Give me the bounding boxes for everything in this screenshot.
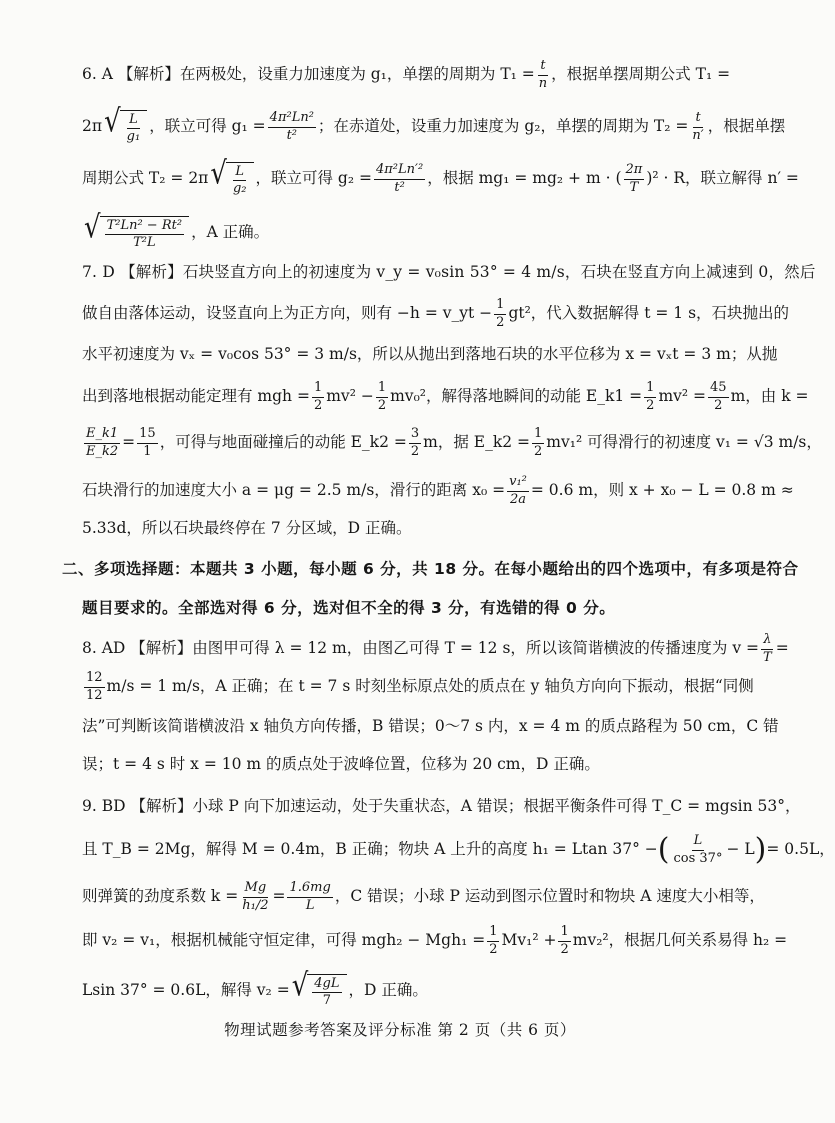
q7-text: 做自由落体运动，设竖直向上为正方向，则有 −h = v_yt −: [82, 304, 493, 323]
q7-text: 7. D 【解析】石块竖直方向上的初速度为 v_y = v₀sin 53° = 4 m/s，石块在竖直方向上减速到 0，然后: [82, 263, 816, 282]
q9-line-5: [82, 968, 760, 1014]
fraction: $\frac{t}{n}$: [538, 58, 548, 91]
q7-text: mv² =: [658, 387, 707, 406]
q9-line-1: [82, 784, 801, 830]
q7-text: 石块滑行的加速度大小 a = μg = 2.5 m/s，滑行的距离 x₀ =: [82, 481, 506, 500]
q9-line-3: [82, 874, 765, 920]
q6-line-2: [82, 103, 786, 150]
q6-text: 2π: [82, 117, 103, 136]
q9-text: 9. BD 【解析】小球 P 向下加速运动，处于失重状态，A 错误；根据平衡条件可得 T_C = mgsin 53°，: [82, 797, 801, 816]
q7-text: mv₀²，解得落地瞬间的动能 E_k1 =: [390, 387, 643, 406]
q9-text: = 0.5L，: [766, 840, 835, 859]
q7-line-2: [82, 291, 790, 337]
fraction: $\frac{1}{2}$: [560, 924, 569, 957]
q9-text: − L: [726, 840, 755, 859]
fraction: $\frac{2\pi}{T}$: [625, 162, 643, 195]
sqrt-expression: √ $\frac{\text{T²Ln² − Rt²}}{\text{T²L}}$: [84, 216, 189, 251]
q7-text: gt²，代入数据解得 t = 1 s，石块抛出的: [508, 304, 790, 323]
fraction: $\frac{45}{2}$: [710, 380, 727, 413]
q6-text: 周期公式 T₂ = 2π: [82, 169, 209, 188]
fraction: $\frac{\lambda}{T}$: [763, 632, 772, 665]
sqrt-expression: √ $\frac{L}{\text{g₁}}$: [104, 110, 147, 145]
q7-text: mv² −: [326, 387, 374, 406]
q8-line-4: [82, 742, 760, 788]
fraction: $\frac{1}{2}$: [377, 380, 387, 413]
q6-text: 6. A 【解析】在两极处，设重力加速度为 g₁，单摆的周期为 T₁ =: [82, 65, 535, 84]
q7-text: m，由 k =: [730, 387, 809, 406]
fraction: $\frac{1}{2}$: [313, 380, 323, 413]
fraction: $\frac{E\_k1}{E\_k2}$: [86, 426, 119, 459]
q7-line-4: [82, 374, 809, 420]
q8-text: 法”可判断该简谐横波沿 x 轴负方向传播，B 错误；0～7 s 内，x = 4 m 的质点路程为 50 cm，C 错: [82, 717, 779, 736]
q9-line-2: 且 T_B = 2Mg，解得 M = 0.4m，B 正确；物块 A 上升的高度 h₁ = Ltan 37° − ( $\frac{L}{\cos 37^\circ}$ − L ) = 0.5L，: [82, 832, 835, 867]
q6-text: ，根据单摆: [707, 117, 786, 136]
fraction: $\frac{1}{2}$: [489, 924, 498, 957]
section-heading: 二、多项选择题：本题共 3 小题，每小题 6 分，共 18 分。在每小题给出的四个选项中，有多项是符合: [62, 560, 799, 579]
q9-text: Mv₁² +: [501, 931, 557, 950]
q9-line-4: [82, 918, 788, 964]
sqrt-expression: √ $\frac{L}{\text{g₂}}$: [210, 162, 253, 197]
q6-text: ，根据 mg₁ = mg₂ + m · (: [427, 169, 622, 188]
q7-text: =: [122, 433, 136, 452]
q7-line-7: [82, 506, 760, 552]
sqrt-expression: √ $\frac{4gL}{7}$: [292, 974, 347, 1009]
q8-text: 误；t = 4 s 时 x = 10 m 的质点处于波峰位置，位移为 20 cm，D 正确。: [82, 755, 600, 774]
q6-line-3: [82, 155, 799, 202]
q6-text: ，A 正确。: [191, 223, 270, 242]
q7-text: ，可得与地面碰撞后的动能 E_k2 =: [159, 433, 407, 452]
q9-text: ，C 错误；小球 P 运动到图示位置时和物块 A 速度大小相等，: [334, 887, 765, 906]
fraction: $\frac{1}{2}$: [534, 426, 543, 459]
fraction: $\frac{\text{4π²Ln²}}{\text{t²}}$: [269, 110, 314, 143]
q6-text: ，根据单摆周期公式 T₁ =: [551, 65, 731, 84]
q9-text: mv₂²，根据几何关系易得 h₂ =: [572, 931, 788, 950]
fraction: $\frac{\text{v₁²}}{2a}$: [509, 474, 527, 507]
q7-line-3: [82, 332, 778, 378]
fraction: $\frac{L}{\cos 37^\circ}$: [673, 833, 723, 866]
fraction: $\frac{1}{2}$: [496, 297, 505, 330]
fraction: $\frac{3}{2}$: [410, 426, 420, 459]
q9-text: 即 v₂ = v₁，根据机械能守恒定律，可得 mgh₂ − Mgh₁ =: [82, 931, 486, 950]
fraction: $\frac{1.6mg}{L}$: [289, 880, 331, 913]
fraction: $\frac{1}{2}$: [646, 380, 655, 413]
q9-text: 且 T_B = 2Mg，解得 M = 0.4m，B 正确；物块 A 上升的高度 h₁ = Ltan 37° −: [82, 840, 658, 859]
fraction: $\frac{t}{n'}$: [692, 110, 704, 143]
q6-text: ；在赤道处，设重力加速度为 g₂，单摆的周期为 T₂ =: [317, 117, 689, 136]
q6-text: ，联立可得 g₂ =: [255, 169, 372, 188]
q8-text: 8. AD 【解析】由图甲可得 λ = 12 m，由图乙可得 T = 12 s，所以该简谐横波的传播速度为 v =: [82, 639, 760, 658]
fraction: $\frac{Mg}{\text{h₁/2}}$: [242, 880, 269, 913]
q8-text: =: [775, 639, 789, 658]
q6-line-1: [82, 52, 760, 98]
q6-text: )² · R，联立解得 n′ =: [646, 169, 799, 188]
section-heading: 题目要求的。全部选对得 6 分，选对但不全的得 3 分，有选错的得 0 分。: [82, 599, 616, 618]
q7-text: m，据 E_k2 =: [423, 433, 530, 452]
fraction: $\frac{\text{4π²Ln′²}}{\text{t²}}$: [375, 162, 424, 195]
q7-line-5: [82, 420, 822, 466]
page-footer: 物理试题参考答案及评分标准 第 2 页（共 6 页）: [224, 1021, 576, 1039]
q7-text: 5.33d，所以石块最终停在 7 分区域，D 正确。: [82, 519, 412, 538]
q7-text: 水平初速度为 vₓ = v₀cos 53° = 3 m/s，所以从抛出到落地石块的水平位移为 x = vₓt = 3 m；从抛: [82, 345, 778, 364]
q9-text: 则弹簧的劲度系数 k =: [82, 887, 239, 906]
q7-line-1: [82, 250, 816, 296]
q9-text: ，D 正确。: [348, 981, 428, 1000]
q7-text: mv₁² 可得滑行的初速度 v₁ = √3 m/s，: [546, 433, 822, 452]
q9-text: =: [272, 887, 286, 906]
q9-text: Lsin 37° = 0.6L，解得 v₂ =: [82, 981, 290, 1000]
q7-text: 出到落地根据动能定理有 mgh =: [82, 387, 310, 406]
q8-text: m/s = 1 m/s，A 正确；在 t = 7 s 时刻坐标原点处的质点在 y 轴负方向向下振动，根据“同侧: [106, 677, 754, 696]
q7-text: = 0.6 m，则 x + x₀ − L = 0.8 m ≈: [530, 481, 794, 500]
fraction: $\frac{15}{1}$: [139, 426, 156, 459]
fraction: $\frac{12}{12}$: [86, 670, 103, 703]
q6-text: ，联立可得 g₁ =: [149, 117, 266, 136]
